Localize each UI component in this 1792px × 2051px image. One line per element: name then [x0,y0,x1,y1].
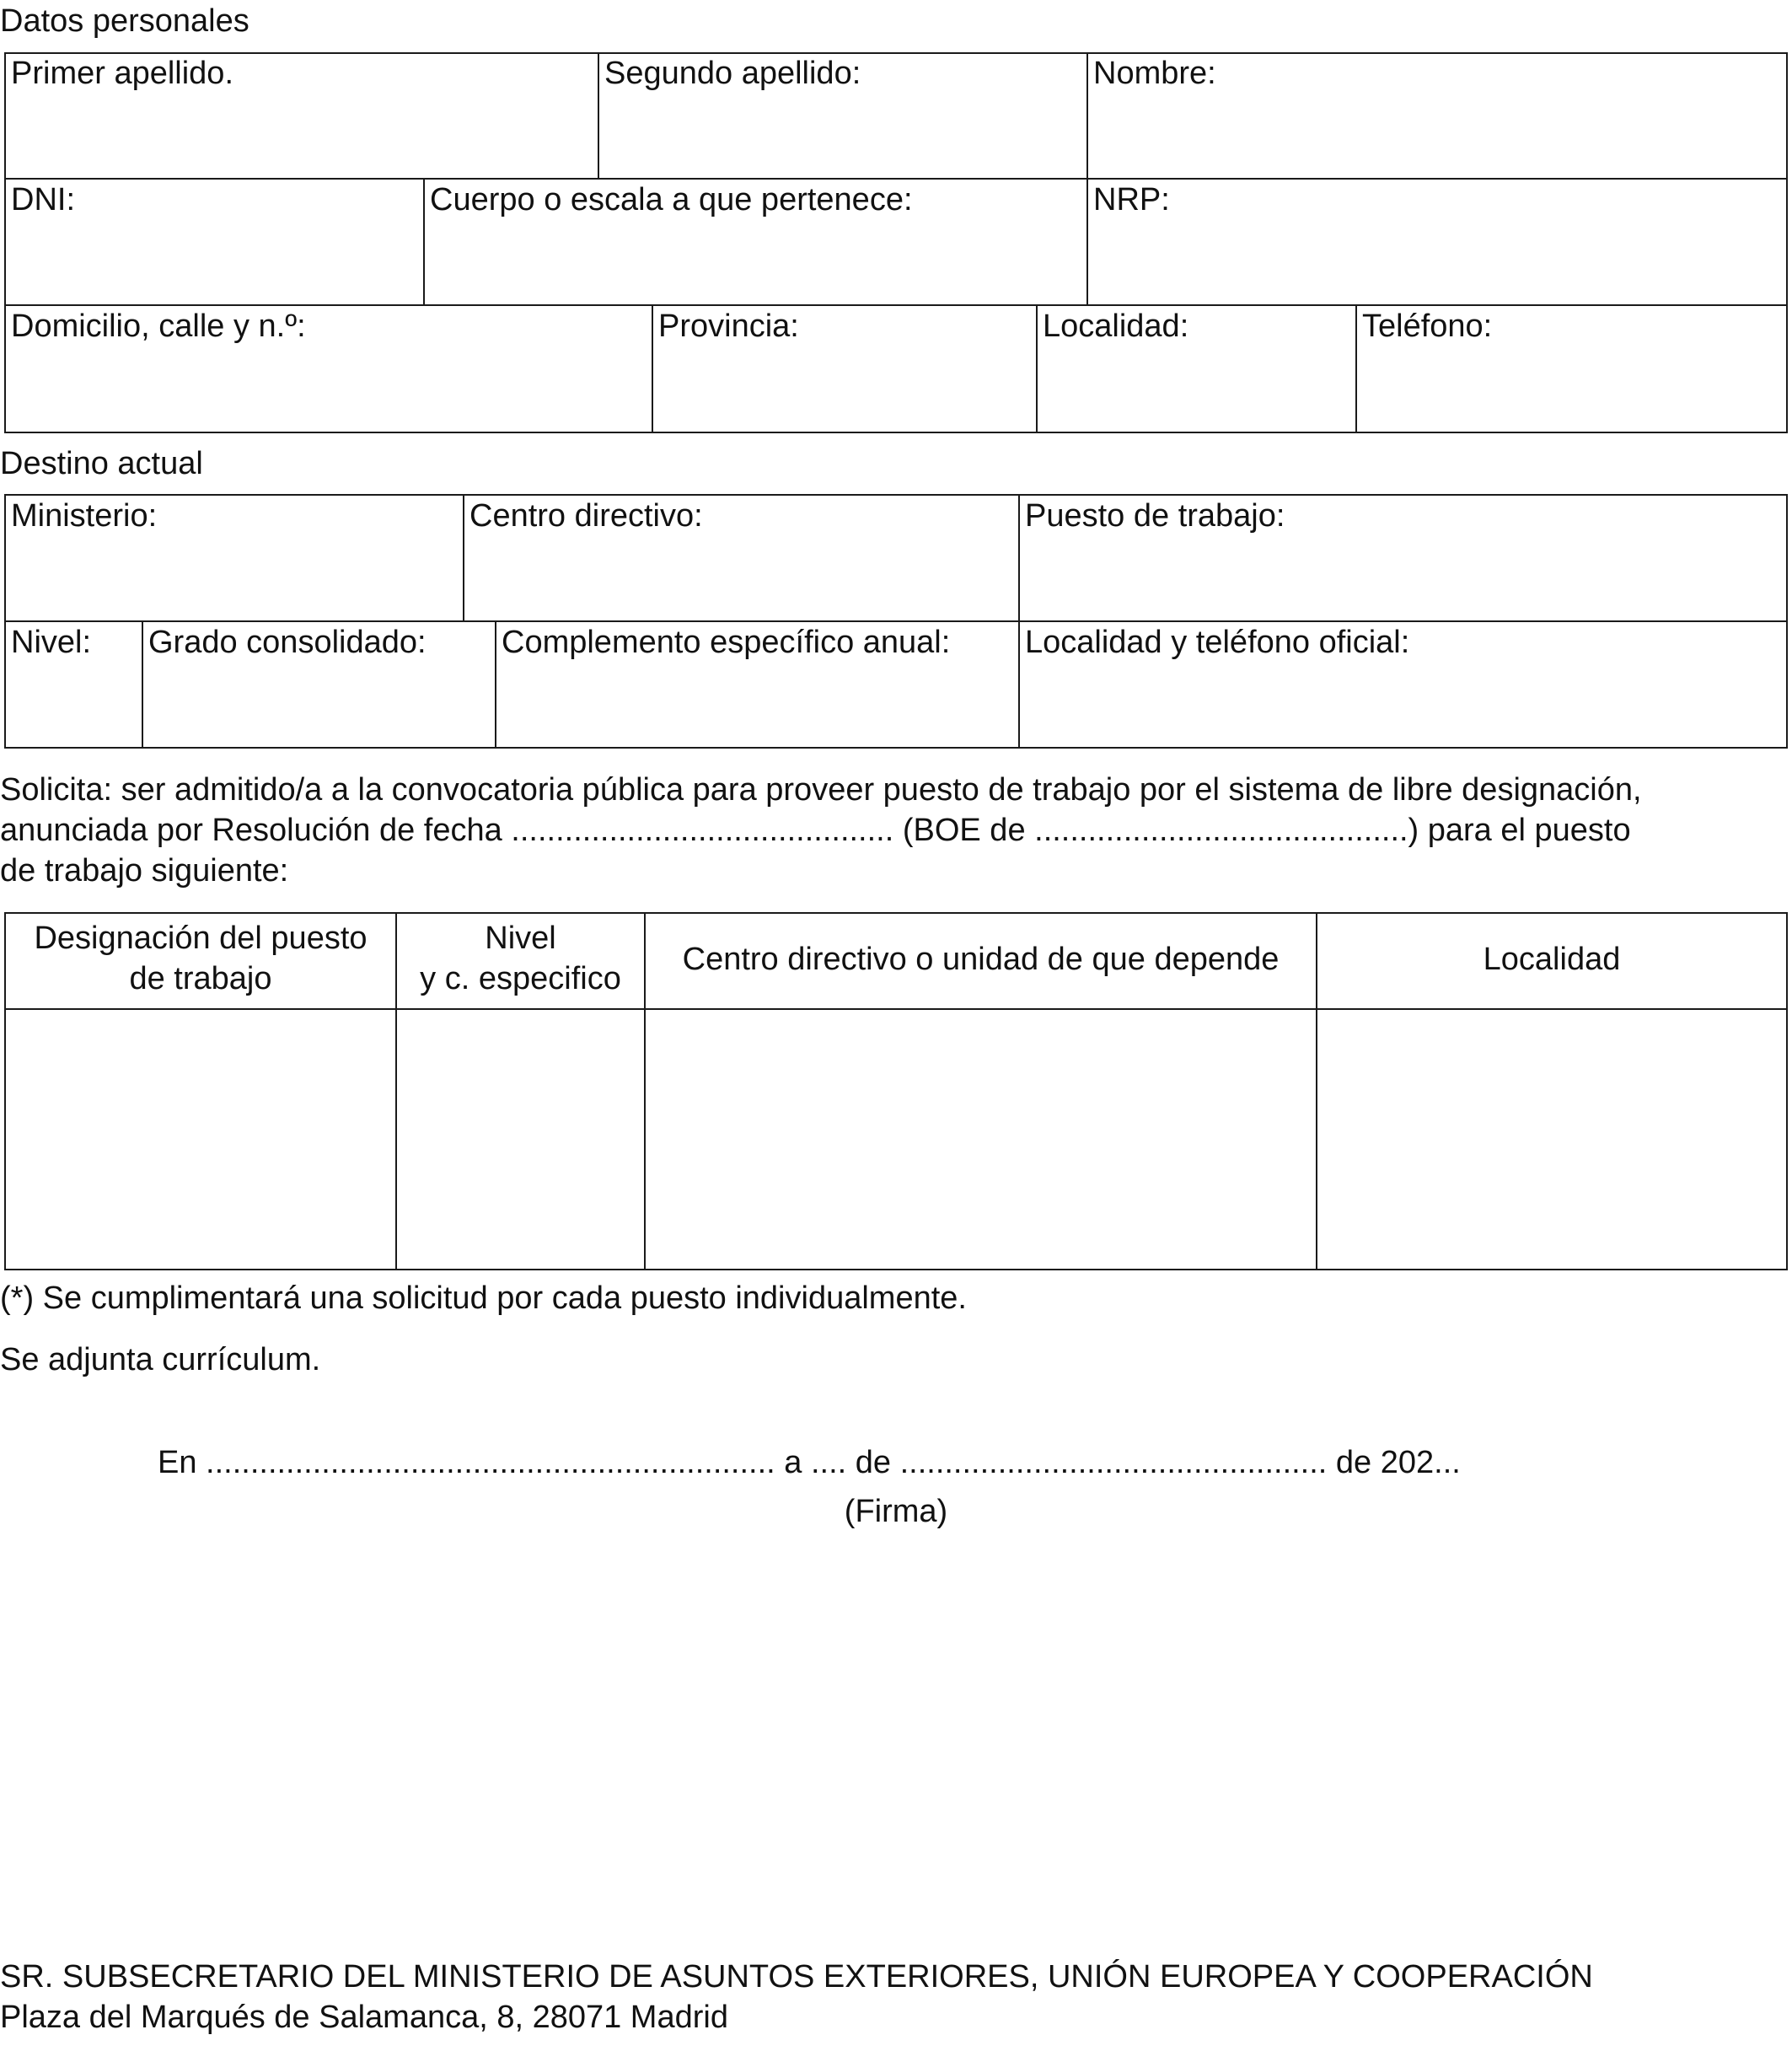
centro-input-cell[interactable] [647,1011,1313,1268]
nivel-input-cell[interactable] [398,1011,641,1268]
header-designacion-line-1: Designación del puesto [34,921,368,956]
nombre-field[interactable]: Nombre: [1093,56,1216,91]
puesto-trabajo-field[interactable]: Puesto de trabajo: [1025,498,1285,534]
ministerio-field[interactable]: Ministerio: [11,498,158,534]
header-nivel-line-1: Nivel [485,921,556,956]
date-place-line[interactable]: En ................................................................ a .... de ................................................ de 202... [158,1445,1461,1480]
destino-actual-title: Destino actual [0,446,203,481]
curriculum-note: Se adjunta currículum. [0,1342,321,1377]
address-line: Plaza del Marqués de Salamanca, 8, 28071 Madrid [0,2000,728,2035]
personal-data-title: Datos personales [0,3,249,39]
centro-directivo-field[interactable]: Centro directivo: [469,498,703,534]
primer-apellido-field[interactable]: Primer apellido. [11,56,233,91]
nrp-field[interactable]: NRP: [1093,182,1170,217]
dni-field[interactable]: DNI: [11,182,75,217]
cuerpo-escala-field[interactable]: Cuerpo o escala a que pertenece: [430,182,913,217]
header-nivel [396,919,645,999]
header-designacion-line-2: de trabajo [129,960,272,996]
asterisk-note: (*) Se cumplimentará una solicitud por cada puesto individualmente. [0,1281,967,1316]
nivel-field[interactable]: Nivel: [11,625,92,660]
header-centro-directivo: Centro directivo o unidad de que depende [682,942,1280,977]
provincia-field[interactable]: Provincia: [658,309,799,344]
header-localidad: Localidad [1483,942,1621,977]
solicita-line-1: Solicita: ser admitido/a a la convocatoria pública para proveer puesto de trabajo por el sistema de libre designación, [0,772,1642,808]
solicita-line-3: de trabajo siguiente: [0,853,289,889]
header-nivel-line-2: y c. especifico [420,960,621,996]
domicilio-field[interactable]: Domicilio, calle y n.º: [11,309,306,344]
grado-consolidado-field[interactable]: Grado consolidado: [148,625,427,660]
localidad-field[interactable]: Localidad: [1043,309,1189,344]
designacion-input-cell[interactable] [7,1011,393,1268]
addressee-line: SR. SUBSECRETARIO DEL MINISTERIO DE ASUNTOS EXTERIORES, UNIÓN EUROPEA Y COOPERACIÓN [0,1959,1593,1995]
segundo-apellido-field[interactable]: Segundo apellido: [604,56,861,91]
telefono-field[interactable]: Teléfono: [1362,309,1493,344]
localidad-input-cell[interactable] [1318,1011,1785,1268]
header-designacion [5,919,396,999]
complemento-especifico-field[interactable]: Complemento específico anual: [502,625,951,660]
localidad-telefono-oficial-field[interactable]: Localidad y teléfono oficial: [1025,625,1410,660]
firma-label: (Firma) [844,1494,948,1529]
solicita-line-2: anunciada por Resolución de fecha ........................................... (BOE de ..........................................) para el puesto [0,813,1631,848]
